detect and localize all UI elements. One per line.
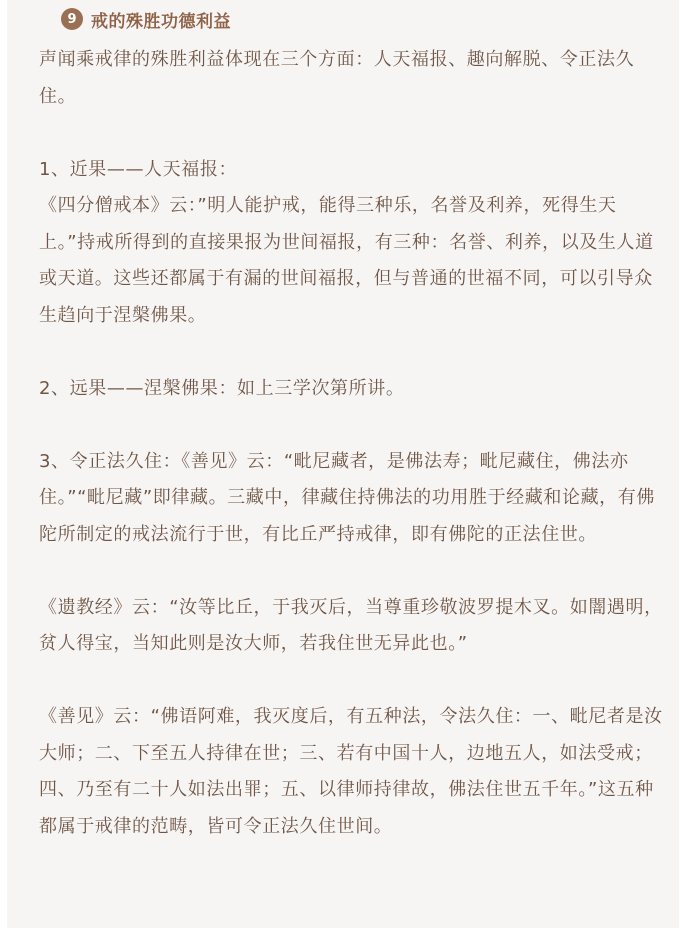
paragraph-spacer [39,334,667,371]
paragraph-spacer [39,115,667,152]
point-3-paragraph: 3、令正法久住：《善见》云：“毗尼藏者，是佛法寿；毗尼藏住，佛法亦住。”“毗尼藏”即律藏。三藏中，律藏住持佛法的功用胜于经藏和论藏，有佛陀所制定的戒法流行于世，有比丘严持戒律，即有佛陀的正法住世。 [39,450,655,545]
paragraph-spacer [39,407,667,444]
article-body [39,42,667,845]
point-2-paragraph: 2、远果——涅槃佛果：如上三学次第所讲。 [39,377,405,399]
section-header [61,6,231,32]
section-number-badge: 9 [61,8,83,30]
content-panel [7,0,679,928]
section-title: 戒的殊胜功德利益 [91,11,231,32]
paragraph-spacer [39,553,667,590]
intro-paragraph: 声闻乘戒律的殊胜利益体现在三个方面：人天福报、趣向解脱、令正法久住。 [39,49,635,107]
quote-yijiaojing-paragraph: 《遗教经》云：“汝等比丘，于我灭后，当尊重珍敬波罗提木叉。如闇遇明，贫人得宝，当知此则是汝大师，若我住世无异此也。” [39,596,663,654]
point-1-heading: 1、近果——人天福报： [39,158,238,180]
point-1-paragraph: 《四分僧戒本》云：”明人能护戒，能得三种乐，名誉及利养，死得生天上。”持戒所得到的直接果报为世间福报，有三种：名誉、利养，以及生人道或天道。这些还都属于有漏的世间福报，但与普通的世福不同，可以引导众生趋向于涅槃佛果。 [39,195,654,326]
quote-shanjian-paragraph: 《善见》云：“佛语阿难，我灭度后，有五种法，令法久住：一、毗尼者是汝大师；二、下至五人持律在世；三、若有中国十人，边地五人，如法受戒；四、乃至有二十人如法出罪；五、以律师持律故，佛法住世五千年。”这五种都属于戒律的范畴，皆可令正法久住世间。 [39,706,663,837]
paragraph-spacer [39,663,667,700]
